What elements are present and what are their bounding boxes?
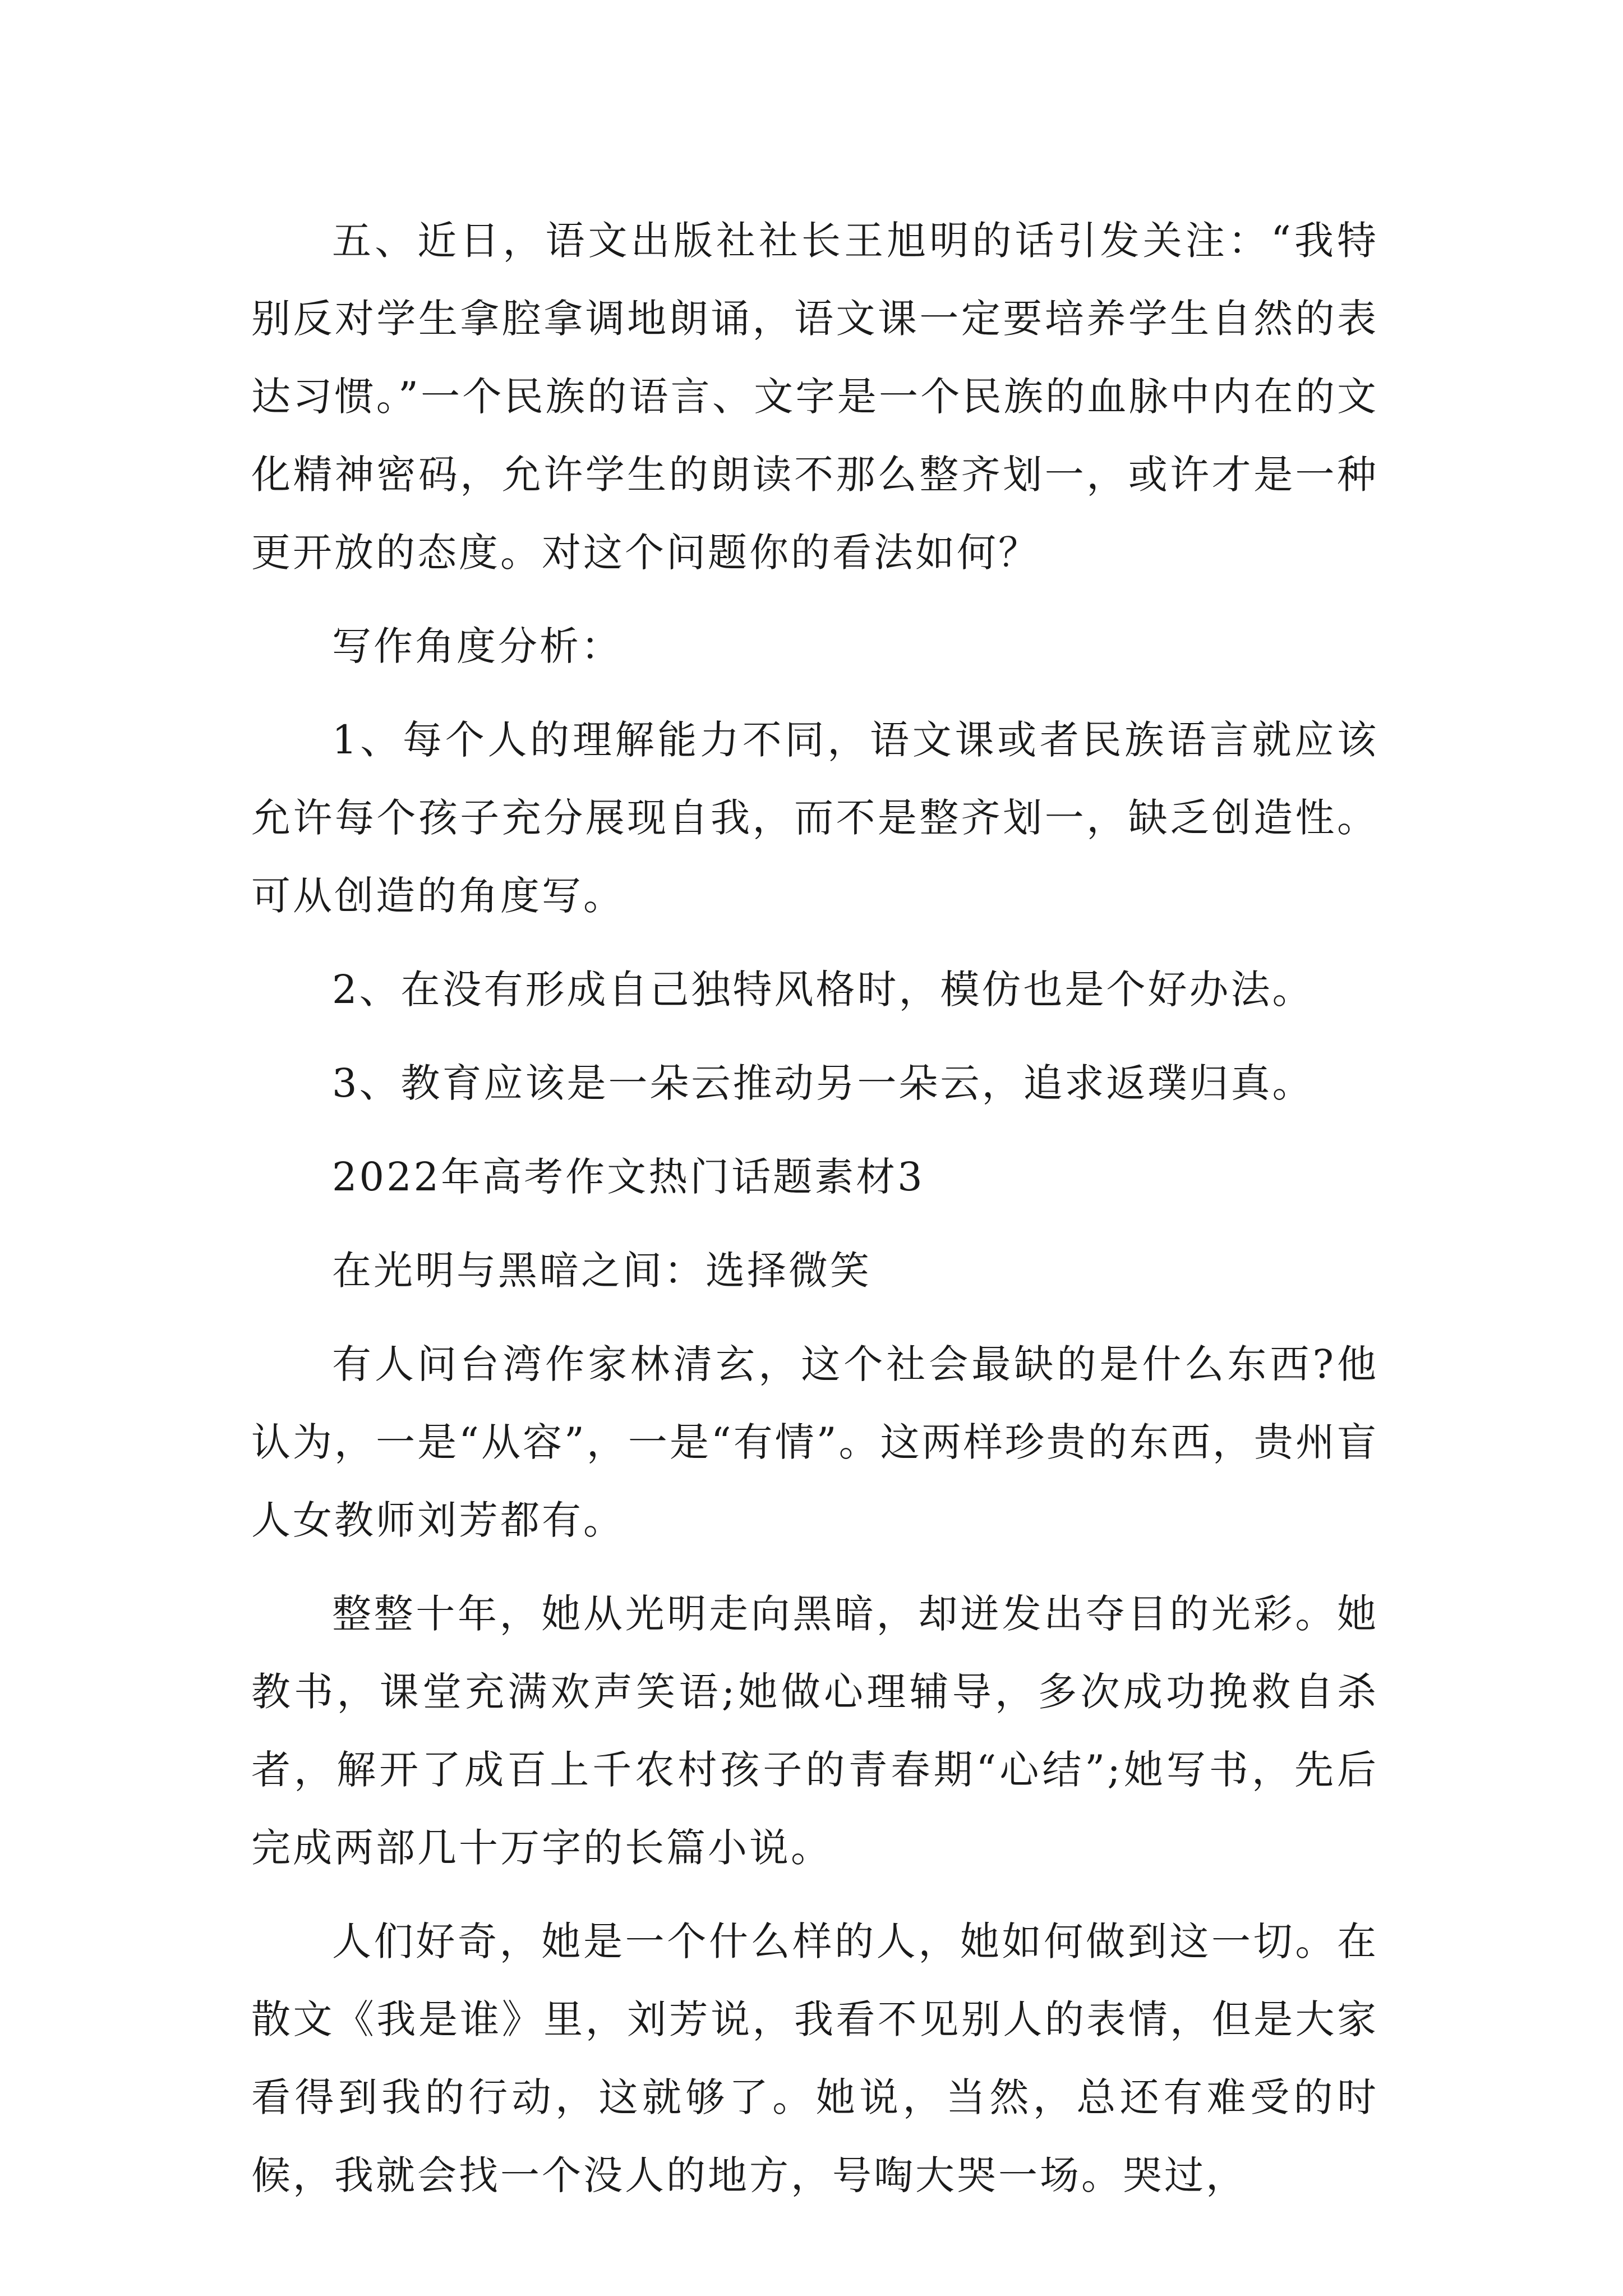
paragraph-point-one: 1、每个人的理解能力不同，语文课或者民族语言就应该允许每个孩子充分展现自我，而不是整齐划一，缺乏创造性。可从创造的角度写。 xyxy=(251,717,1378,919)
paragraph-point-two: 2、在没有形成自己独特风格时，模仿也是个好办法。 xyxy=(332,967,1314,1013)
paragraph-point-three: 3、教育应该是一朵云推动另一朵云，追求返璞归真。 xyxy=(332,1060,1314,1106)
paragraph-body-two: 整整十年，她从光明走向黑暗，却迸发出夺目的光彩。她教书，课堂充满欢声笑语;她做心理辅导，多次成功挽救自杀者，解开了成百上千农村孩子的青春期“心结”;她写书，先后完成两部几十万字的长篇小说。 xyxy=(251,1591,1378,1871)
paragraph-prompt-five: 五、近日，语文出版社社长王旭明的话引发关注：“我特别反对学生拿腔拿调地朗诵，语文课一定要培养学生自然的表达习惯。”一个民族的语言、文字是一个民族的血脉中内在的文化精神密码，允许学生的朗读不那么整齐划一，或许才是一种更开放的态度。对这个问题你的看法如何？ xyxy=(251,218,1378,576)
paragraph-analysis-heading: 写作角度分析： xyxy=(332,623,623,669)
section-title: 2022年高考作文热门话题素材3 xyxy=(332,1154,925,1200)
document-body xyxy=(251,202,1378,2215)
article-title: 在光明与黑暗之间：选择微笑 xyxy=(332,1248,872,1294)
paragraph-body-three: 人们好奇，她是一个什么样的人，她如何做到这一切。在散文《我是谁》里，刘芳说，我看不见别人的表情，但是大家看得到我的行动，这就够了。她说，当然，总还有难受的时候，我就会找一个没人的地方，号啕大哭一场。哭过， xyxy=(251,1918,1378,2198)
paragraph-body-one: 有人问台湾作家林清玄，这个社会最缺的是什么东西?他认为，一是“从容”，一是“有情”。这两样珍贵的东西，贵州盲人女教师刘芳都有。 xyxy=(251,1341,1378,1543)
